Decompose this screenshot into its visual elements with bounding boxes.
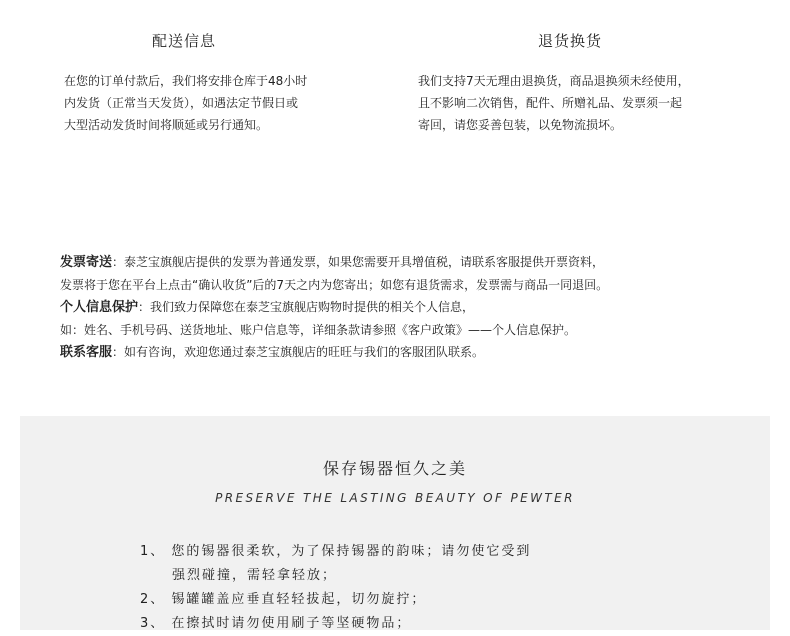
invoice-text: ：泰芝宝旗舰店提供的发票为普通发票，如果您需要开具增值税，请联系客服提供开票资料， xyxy=(112,255,605,269)
care-subtitle: PRESERVE THE LASTING BEAUTY OF PEWTER xyxy=(215,491,575,505)
privacy-row-2: 如：姓名、手机号码、送货地址、账户信息等，详细条款请参照《客户政策》——个人信息保护。 xyxy=(60,323,577,337)
privacy-label: 个人信息保护 xyxy=(60,300,139,315)
privacy-row-1 xyxy=(60,296,770,319)
delivery-line: 内发货（正常当天发货），如遇法定节假日或 xyxy=(64,96,299,110)
delivery-text xyxy=(64,70,364,136)
care-title: 保存锡器恒久之美 xyxy=(322,459,467,478)
contact-label: 联系客服 xyxy=(60,345,113,360)
policy-section xyxy=(60,251,770,364)
invoice-row-2: 发票将于您在平台上点击“确认收货”后的7天之内为您寄出；如您有退货需求，发票需与商品一同退回。 xyxy=(60,278,609,292)
care-item-continued: 强烈碰撞，需轻拿轻放； xyxy=(172,568,338,583)
returns-line: 我们支持7天无理由退换货，商品退换须未经使用， xyxy=(418,74,690,88)
returns-line: 且不影响二次销售，配件、所赠礼品、发票须一起 xyxy=(418,96,683,110)
care-item: 3、 在擦拭时请勿使用刷子等坚硬物品； xyxy=(140,616,412,631)
invoice-row-1 xyxy=(60,251,770,274)
care-item: 2、 锡罐罐盖应垂直轻轻拔起，切勿旋拧； xyxy=(140,592,427,607)
returns-title: 退货换货 xyxy=(538,32,603,50)
delivery-line: 大型活动发货时间将顺延或另行通知。 xyxy=(64,118,269,132)
returns-text xyxy=(418,70,738,136)
privacy-text: ：我们致力保障您在泰芝宝旗舰店购物时提供的相关个人信息， xyxy=(138,300,475,314)
care-item: 1、 您的锡器很柔软，为了保持锡器的韵味；请勿使它受到 xyxy=(140,544,532,559)
care-panel xyxy=(20,416,770,630)
invoice-label: 发票寄送 xyxy=(60,255,113,270)
returns-line: 寄回，请您妥善包装，以免物流损坏。 xyxy=(418,118,623,132)
delivery-title: 配送信息 xyxy=(152,32,217,50)
delivery-line: 在您的订单付款后，我们将安排仓库于48小时 xyxy=(64,74,308,88)
contact-row xyxy=(60,341,770,364)
care-list xyxy=(140,540,700,636)
contact-text: ：如有咨询，欢迎您通过泰芝宝旗舰店的旺旺与我们的客服团队联系。 xyxy=(112,345,485,359)
